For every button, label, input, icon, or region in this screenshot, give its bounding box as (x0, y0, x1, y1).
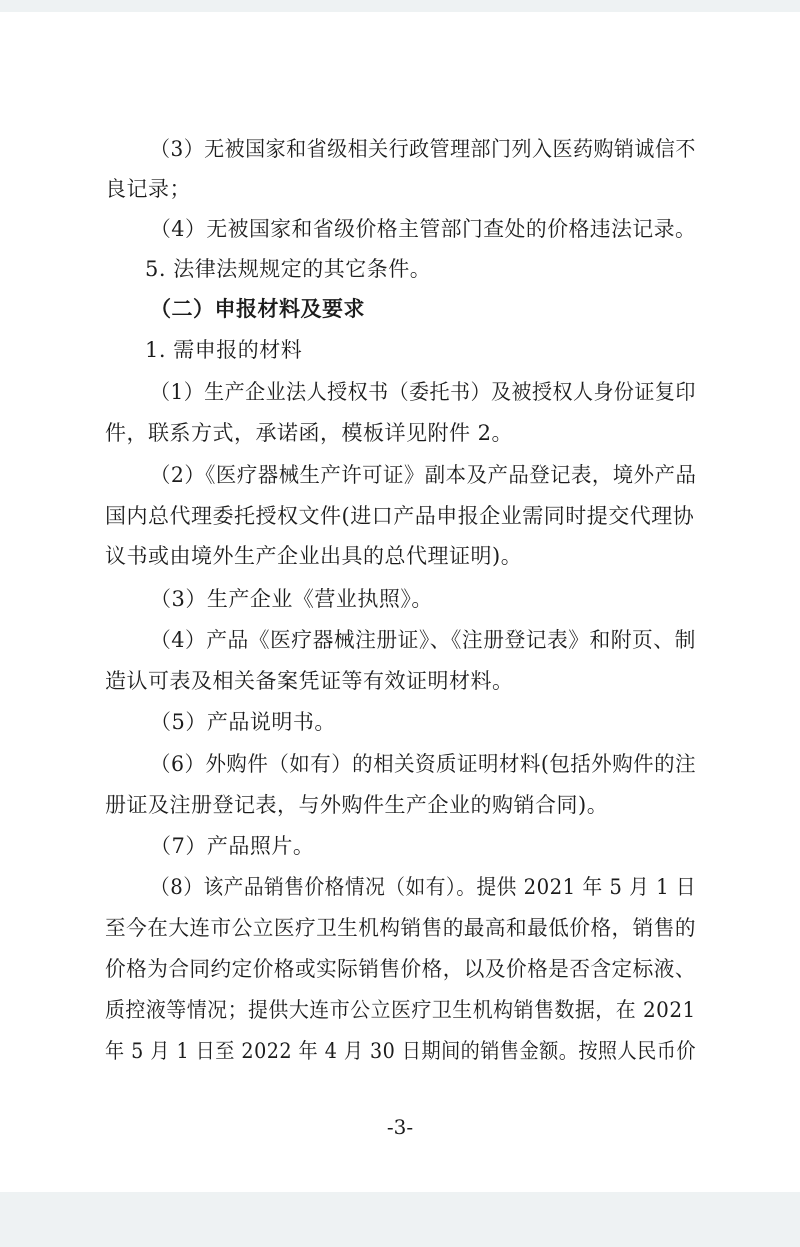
text-line: （7）产品照片。 (150, 834, 315, 858)
document-page (0, 12, 800, 1192)
text-line: （3）无被国家和省级相关行政管理部门列入医药购销诚信不 (150, 137, 696, 161)
text-line: （1）生产企业法人授权书（委托书）及被授权人身份证复印 (150, 380, 696, 404)
text-line: （4）产品《医疗器械注册证》、《注册登记表》和附页、制 (150, 628, 696, 652)
page-number: -3- (386, 1115, 414, 1139)
text-line: 件，联系方式，承诺函，模板详见附件 2。 (105, 421, 514, 445)
text-line: （6）外购件（如有）的相关资质证明材料(包括外购件的注 (150, 752, 697, 776)
text-line: 册证及注册登记表，与外购件生产企业的购销合同)。 (105, 793, 609, 817)
text-line: （8）该产品销售价格情况（如有）。提供 2021 年 5 月 1 日 (150, 875, 697, 899)
section-heading: （二）申报材料及要求 (150, 296, 365, 321)
text-line: （2）《医疗器械生产许可证》副本及产品登记表，境外产品 (150, 463, 697, 487)
text-line: 1. 需申报的材料 (145, 338, 303, 362)
text-line: 年 5 月 1 日至 2022 年 4 月 30 日期间的销售金额。按照人民币价 (105, 1039, 696, 1063)
text-line: 5. 法律法规规定的其它条件。 (145, 257, 432, 281)
text-line: 价格为合同约定价格或实际销售价格，以及价格是否含定标液、 (105, 957, 696, 981)
text-line: （4）无被国家和省级价格主管部门查处的价格违法记录。 (150, 217, 697, 241)
text-line: 良记录； (105, 177, 191, 201)
text-line: 质控液等情况；提供大连市公立医疗卫生机构销售数据，在 2021 (105, 998, 696, 1022)
text-line: 至今在大连市公立医疗卫生机构销售的最高和最低价格，销售的 (105, 916, 696, 940)
text-line: （5）产品说明书。 (150, 710, 336, 734)
text-line: 议书或由境外生产企业出具的总代理证明)。 (105, 544, 523, 568)
text-line: （3）生产企业《营业执照》。 (150, 587, 433, 611)
text-line: 国内总代理委托授权文件(进口产品申报企业需同时提交代理协 (105, 504, 695, 528)
text-line: 造认可表及相关备案凭证等有效证明材料。 (105, 669, 514, 693)
